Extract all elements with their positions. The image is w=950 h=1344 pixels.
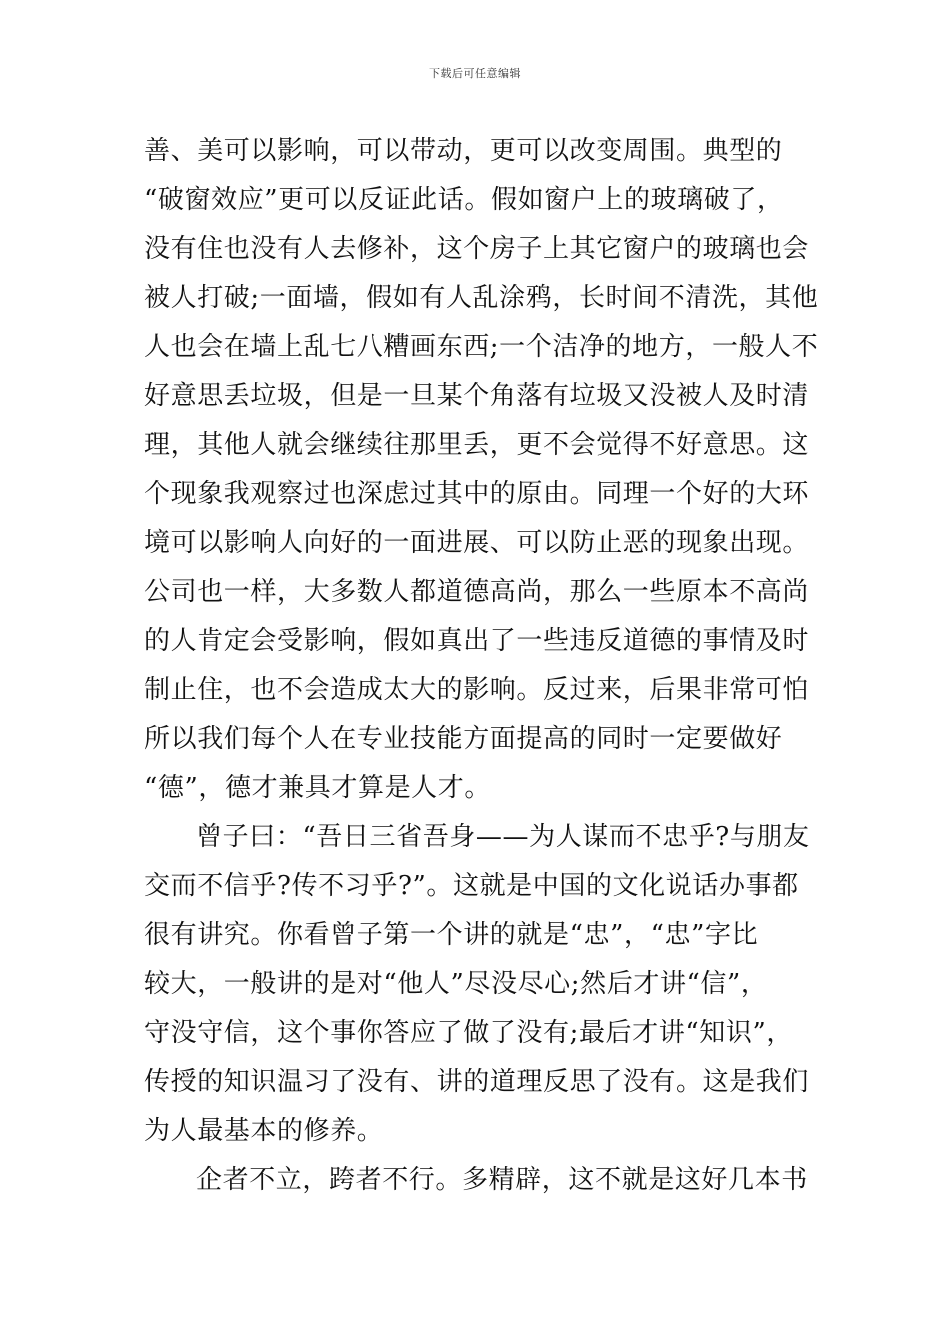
text-line: “德”，德才兼具才算是人才。	[144, 773, 491, 803]
text-line: 人也会在墙上乱七八糟画东西;一个洁净的地方，一般人不	[144, 332, 819, 362]
text-line: 所以我们每个人在专业技能方面提高的同时一定要做好	[144, 724, 783, 754]
text-line: 善、美可以影响，可以带动，更可以改变周围。典型的	[144, 136, 783, 166]
text-line: 被人打破;一面墙，假如有人乱涂鸦，长时间不清洗，其他	[144, 283, 819, 313]
document-body	[144, 127, 824, 1205]
text-line: 很有讲究。你看曾子第一个讲的就是“忠”，“忠”字比	[144, 920, 759, 950]
page-header: 下载后可任意编辑	[429, 67, 521, 80]
text-line: 个现象我观察过也深虑过其中的原由。同理一个好的大环	[144, 479, 810, 509]
text-line: 传授的知识温习了没有、讲的道理反思了没有。这是我们	[144, 1067, 810, 1097]
text-line: 制止住，也不会造成太大的影响。反过来，后果非常可怕	[144, 675, 810, 705]
text-line: 守没守信，这个事你答应了做了没有;最后才讲“知识”，	[144, 1018, 793, 1048]
paragraph-start-line: 曾子曰：“吾日三省吾身——为人谋而不忠乎?与朋友	[196, 822, 810, 852]
text-line: 公司也一样，大多数人都道德高尚，那么一些原本不高尚	[144, 577, 810, 607]
paragraph-start-line: 企者不立，跨者不行。多精辟，这不就是这好几本书	[196, 1165, 808, 1195]
text-line: 较大，一般讲的是对“他人”尽没尽心;然后才讲“信”，	[144, 969, 768, 999]
text-line: 的人肯定会受影响，假如真出了一些违反道德的事情及时	[144, 626, 810, 656]
text-line: 为人最基本的修养。	[144, 1116, 384, 1146]
text-line: “破窗效应”更可以反证此话。假如窗户上的玻璃破了，	[144, 185, 784, 215]
text-line: 理，其他人就会继续往那里丢，更不会觉得不好意思。这	[144, 430, 810, 460]
text-line: 境可以影响人向好的一面进展、可以防止恶的现象出现。	[144, 528, 810, 558]
text-line: 没有住也没有人去修补，这个房子上其它窗户的玻璃也会	[144, 234, 810, 264]
text-line: 好意思丢垃圾，但是一旦某个角落有垃圾又没被人及时清	[144, 381, 810, 411]
text-line: 交而不信乎?传不习乎?”。这就是中国的文化说话办事都	[144, 871, 799, 901]
